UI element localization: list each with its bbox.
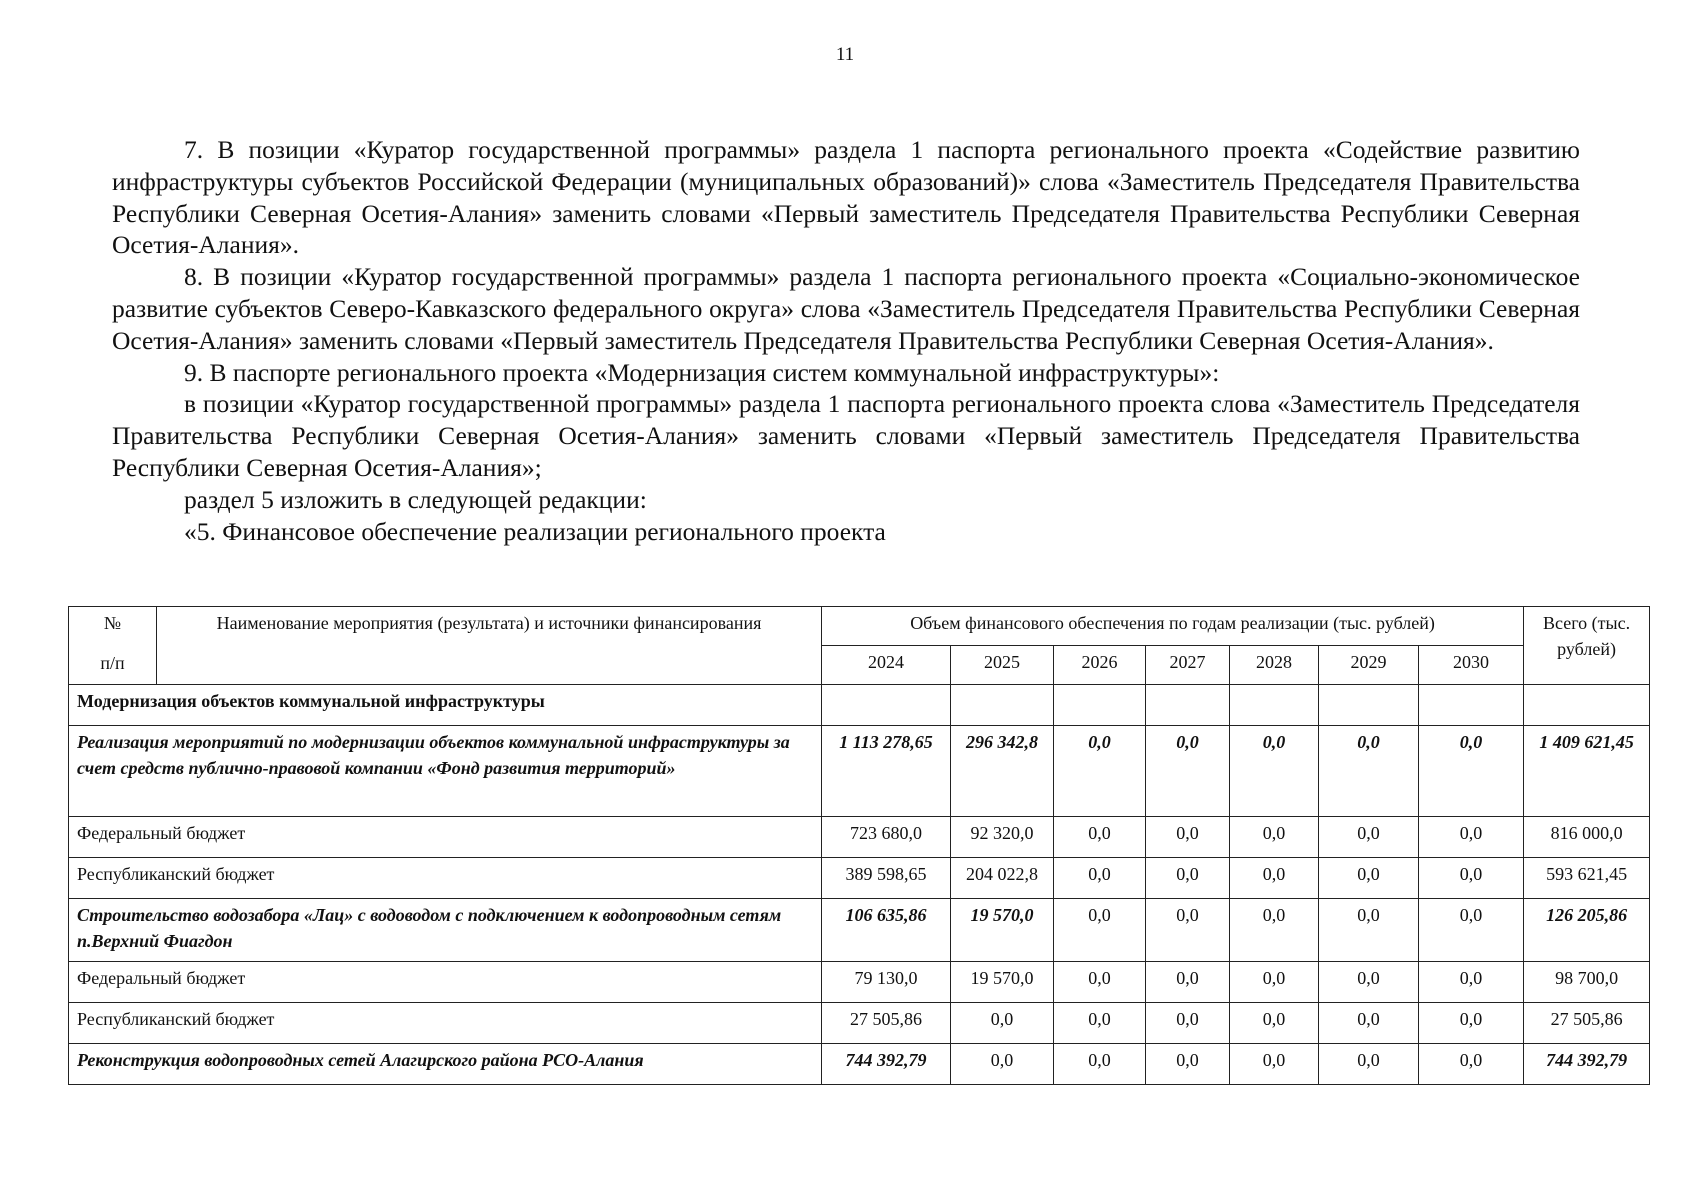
table-cell: 0,0 (1419, 726, 1524, 817)
table-cell: 0,0 (1146, 817, 1230, 858)
row-label: Реализация мероприятий по модернизации объектов коммунальной инфраструктуры за счет средств публично-правовой компании «Фонд развития территорий» (69, 726, 822, 817)
table-cell: 0,0 (1319, 726, 1419, 817)
table-row (69, 726, 1650, 817)
table-cell: 92 320,0 (951, 817, 1054, 858)
year-header: 2029 (1319, 646, 1419, 685)
table-cell: 0,0 (951, 1044, 1054, 1085)
table-cell: 0,0 (951, 1003, 1054, 1044)
table-cell: 0,0 (1054, 858, 1146, 899)
table-cell (822, 685, 951, 726)
table-cell: 0,0 (1419, 899, 1524, 962)
table-cell-total: 816 000,0 (1524, 817, 1650, 858)
table-cell: 0,0 (1319, 962, 1419, 1003)
table-cell: 0,0 (1319, 899, 1419, 962)
table-cell: 19 570,0 (951, 899, 1054, 962)
table-cell (1054, 685, 1146, 726)
year-header: 2025 (951, 646, 1054, 685)
table-cell: 0,0 (1419, 817, 1524, 858)
section-5-title: «5. Финансовое обеспечение реализации регионального проекта (184, 516, 886, 546)
table-cell: 106 635,86 (822, 899, 951, 962)
year-header: 2028 (1230, 646, 1319, 685)
table-cell-total: 27 505,86 (1524, 1003, 1650, 1044)
table-row (69, 962, 1650, 1003)
table-cell-total: 593 621,45 (1524, 858, 1650, 899)
page-number: 11 (835, 44, 855, 65)
table-cell: 723 680,0 (822, 817, 951, 858)
header-total: Всего (тыс. рублей) (1524, 607, 1650, 685)
year-header: 2027 (1146, 646, 1230, 685)
table-cell: 0,0 (1054, 817, 1146, 858)
table-cell-total: 744 392,79 (1524, 1044, 1650, 1085)
table-cell (1146, 685, 1230, 726)
table-cell: 0,0 (1319, 1044, 1419, 1085)
table-cell: 0,0 (1319, 858, 1419, 899)
table-cell: 0,0 (1419, 858, 1524, 899)
table-cell: 1 113 278,65 (822, 726, 951, 817)
table-cell: 0,0 (1146, 962, 1230, 1003)
table-header-row (69, 607, 1650, 646)
table-cell: 0,0 (1230, 962, 1319, 1003)
header-number-sub: п/п (100, 653, 125, 673)
financing-table (68, 606, 1650, 1085)
table-cell: 27 505,86 (822, 1003, 951, 1044)
table-cell: 0,0 (1319, 1003, 1419, 1044)
table-cell: 0,0 (1230, 1044, 1319, 1085)
table-cell: 0,0 (1230, 1003, 1319, 1044)
table-cell: 79 130,0 (822, 962, 951, 1003)
year-header: 2030 (1419, 646, 1524, 685)
table-row (69, 1044, 1650, 1085)
section-title: Модернизация объектов коммунальной инфраструктуры (69, 685, 822, 726)
table-cell: 0,0 (1054, 1003, 1146, 1044)
table-cell: 0,0 (1146, 899, 1230, 962)
paragraph-item-7: 7. В позиции «Куратор государственной программы» раздела 1 паспорта регионального проекта «Содействие развитию инфраструктуры субъектов Российской Федерации (муниципальных образований)» слова «Заместитель Председателя Правительства Республики Северная Осетия-Алания» заменить словами «Первый заместитель Председателя Правительства Республики Северная Осетия-Алания». (112, 135, 1580, 260)
row-label: Республиканский бюджет (69, 858, 822, 899)
table-cell: 0,0 (1419, 1003, 1524, 1044)
document-body (112, 134, 1580, 547)
table-cell: 389 598,65 (822, 858, 951, 899)
table-cell (1319, 685, 1419, 726)
table-cell (1230, 685, 1319, 726)
table-cell-total: 1 409 621,45 (1524, 726, 1650, 817)
row-label: Строительство водозабора «Лац» с водоводом с подключением к водопроводным сетям п.Верхний Фиагдон (69, 899, 822, 962)
table-row (69, 858, 1650, 899)
table-section-row (69, 685, 1650, 726)
table-cell: 0,0 (1230, 726, 1319, 817)
table-cell-total: 126 205,86 (1524, 899, 1650, 962)
header-name: Наименование мероприятия (результата) и источники финансирования (157, 607, 822, 685)
table-cell: 0,0 (1146, 1003, 1230, 1044)
table-row (69, 899, 1650, 962)
row-label: Федеральный бюджет (69, 962, 822, 1003)
table-cell: 0,0 (1146, 726, 1230, 817)
table-cell (1524, 685, 1650, 726)
paragraph-curator-position: в позиции «Куратор государственной программы» раздела 1 паспорта регионального проекта слова «Заместитель Председателя Правительства Республики Северная Осетия-Алания» заменить словами «Первый заместитель Председателя Правительства Республики Северная Осетия-Алания»; (112, 389, 1580, 482)
table-cell: 204 022,8 (951, 858, 1054, 899)
header-number (69, 607, 157, 685)
table-cell (1419, 685, 1524, 726)
paragraph-item-9: 9. В паспорте регионального проекта «Модернизация систем коммунальной инфраструктуры»: (184, 357, 1220, 387)
paragraph-item-8: 8. В позиции «Куратор государственной программы» раздела 1 паспорта регионального проекта «Социально-экономическое развитие субъектов Северо-Кавказского федерального округа» слова «Заместитель Председателя Правительства Республики Северная Осетия-Алания» заменить словами «Первый заместитель Председателя Правительства Республики Северная Осетия-Алания». (112, 262, 1580, 355)
table-cell: 744 392,79 (822, 1044, 951, 1085)
table-cell: 0,0 (1419, 962, 1524, 1003)
table-cell: 0,0 (1054, 1044, 1146, 1085)
table-cell: 0,0 (1230, 817, 1319, 858)
year-header: 2024 (822, 646, 951, 685)
row-label: Республиканский бюджет (69, 1003, 822, 1044)
table-cell: 0,0 (1146, 858, 1230, 899)
table-cell: 0,0 (1146, 1044, 1230, 1085)
row-label: Реконструкция водопроводных сетей Алагирского района РСО-Алания (69, 1044, 822, 1085)
header-number-label: № (103, 613, 122, 633)
table-cell: 296 342,8 (951, 726, 1054, 817)
paragraph-section-5-intro: раздел 5 изложить в следующей редакции: (184, 484, 647, 514)
table-cell (951, 685, 1054, 726)
table-row (69, 817, 1650, 858)
year-header: 2026 (1054, 646, 1146, 685)
table-cell: 0,0 (1319, 817, 1419, 858)
table-cell: 0,0 (1419, 1044, 1524, 1085)
header-volume: Объем финансового обеспечения по годам реализации (тыс. рублей) (822, 607, 1524, 646)
table-cell: 0,0 (1230, 858, 1319, 899)
table-cell: 0,0 (1054, 899, 1146, 962)
table-row (69, 1003, 1650, 1044)
row-label: Федеральный бюджет (69, 817, 822, 858)
table-cell: 19 570,0 (951, 962, 1054, 1003)
table-cell: 0,0 (1054, 726, 1146, 817)
table-cell-total: 98 700,0 (1524, 962, 1650, 1003)
table-cell: 0,0 (1230, 899, 1319, 962)
table-cell: 0,0 (1054, 962, 1146, 1003)
